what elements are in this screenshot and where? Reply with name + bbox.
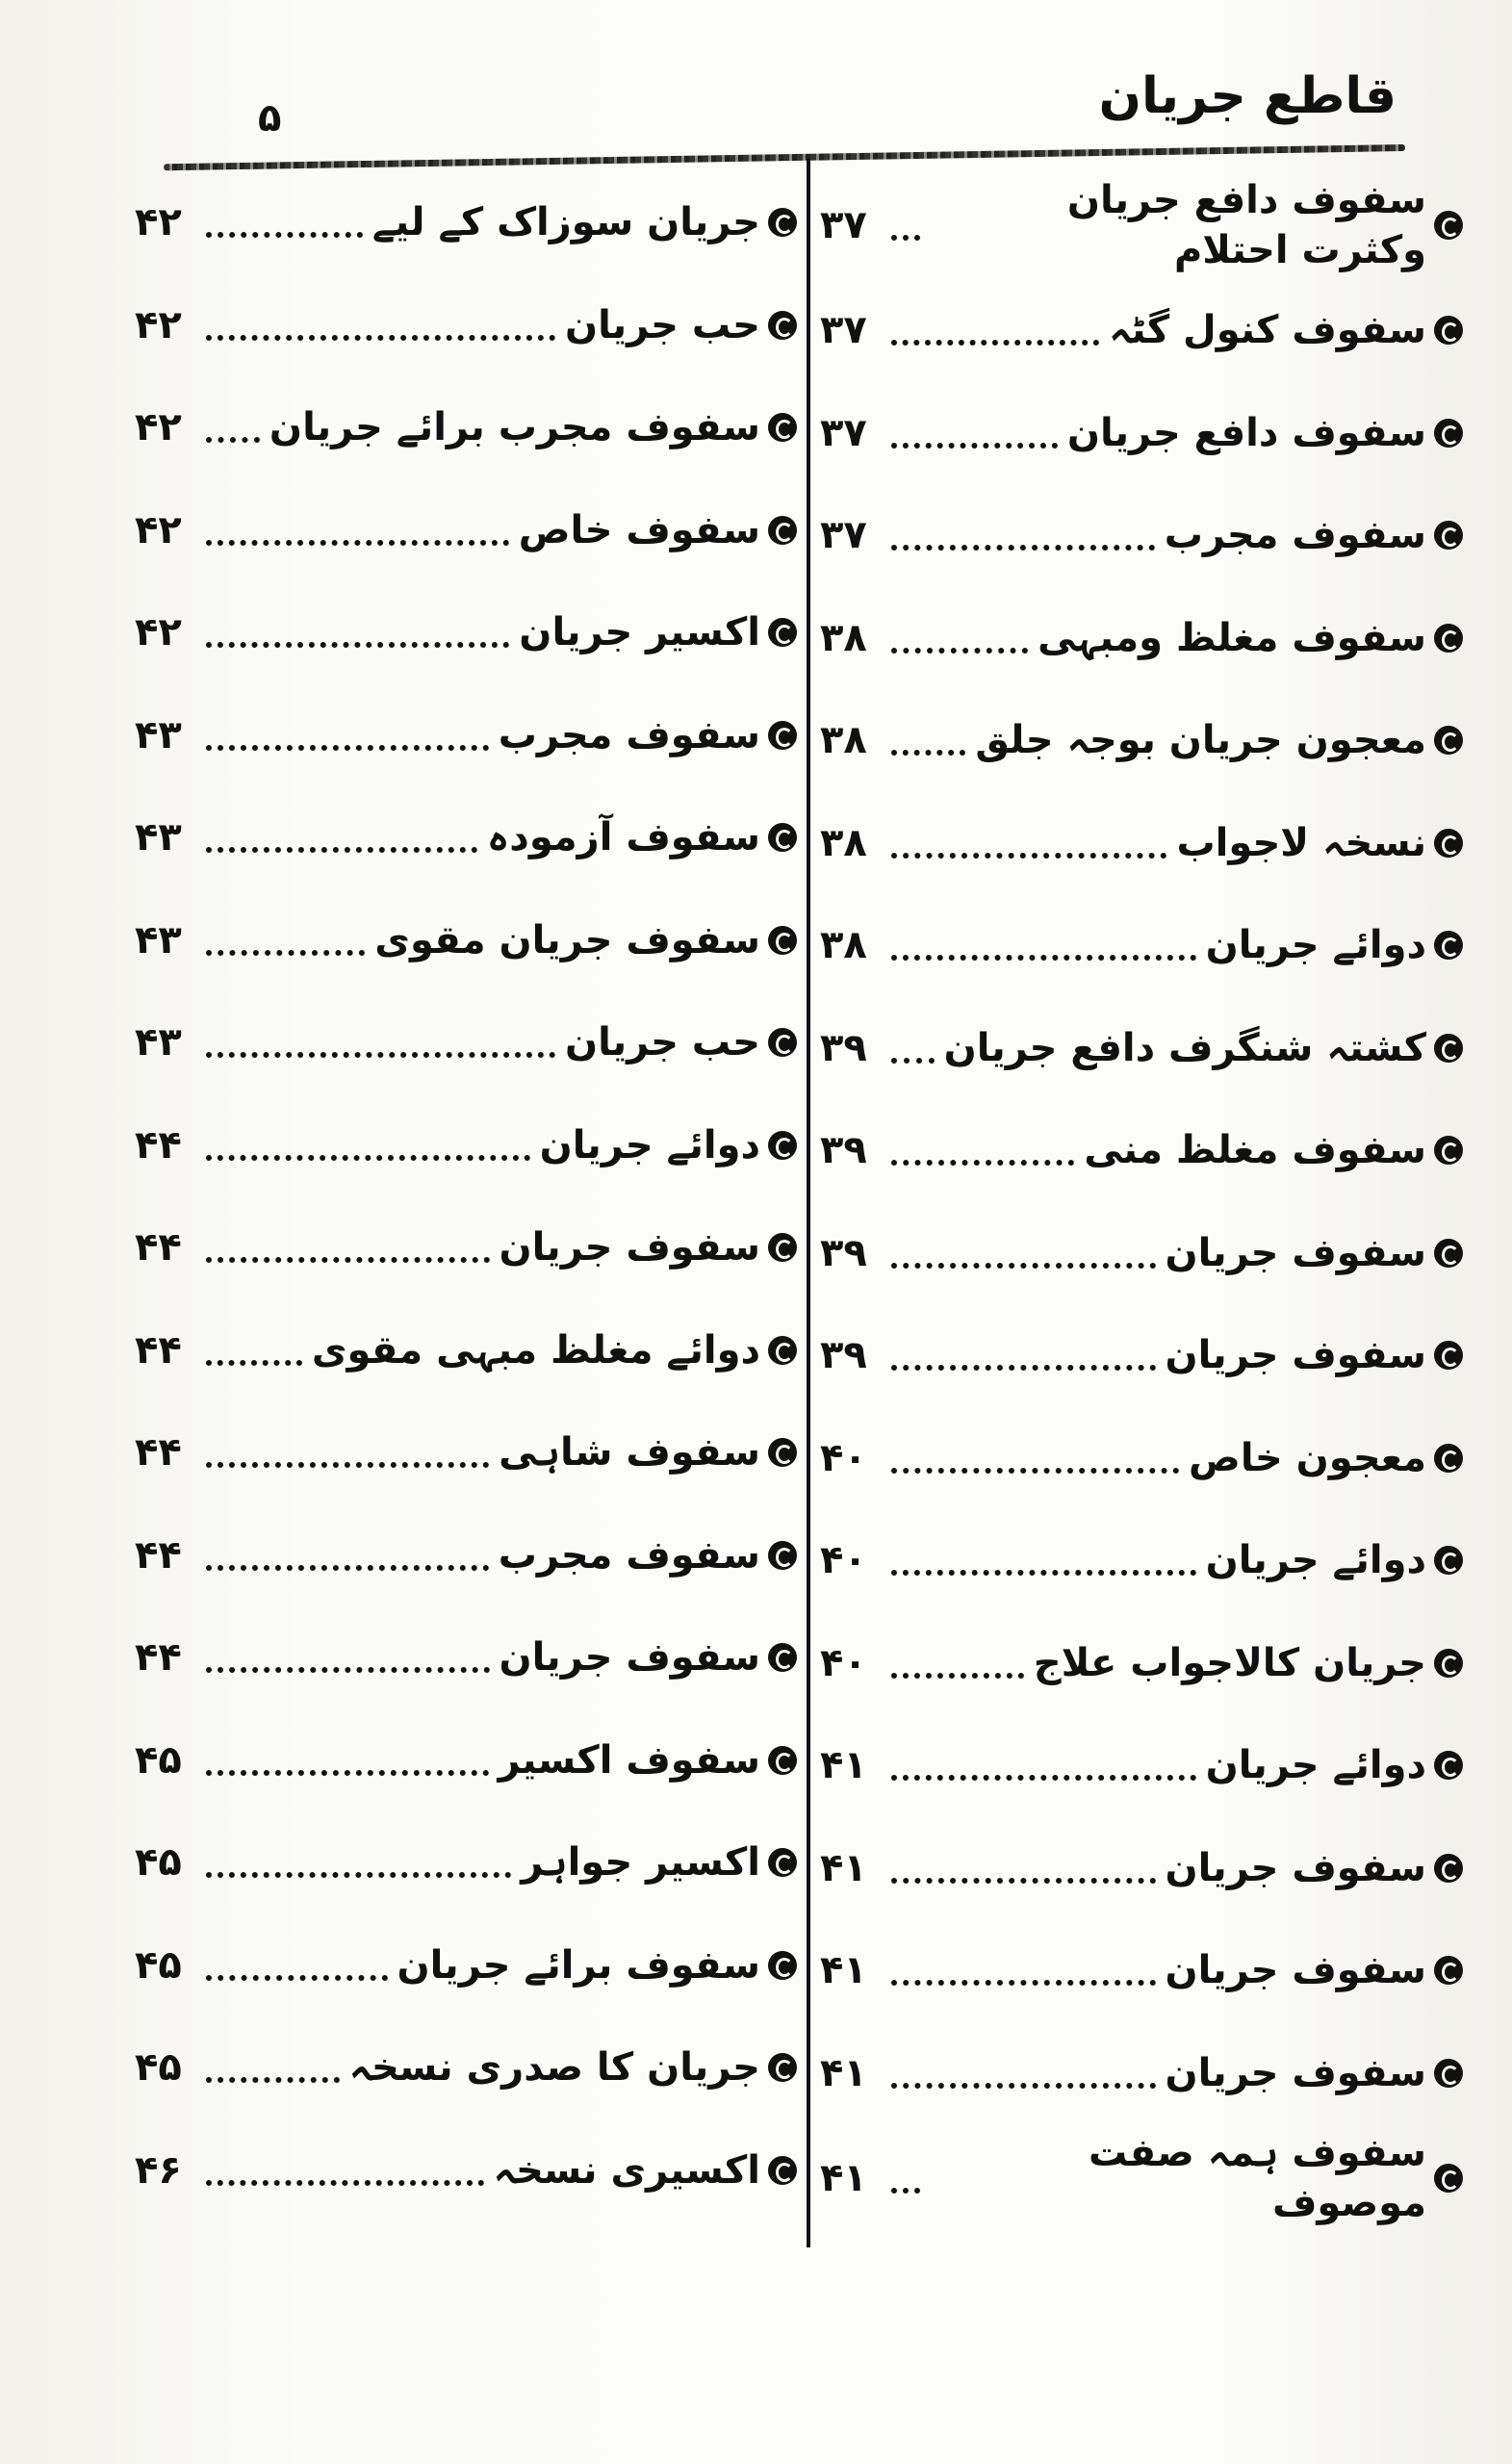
toc-entry-title: حب جریان: [565, 1020, 760, 1065]
toc-entry-page: ۴۱: [820, 1845, 867, 1890]
toc-entry: [820, 1407, 1463, 1510]
toc-entry-title: معجون خاص: [1189, 1435, 1426, 1480]
dot-leader: [891, 1878, 1156, 1884]
dot-leader: [891, 340, 1099, 346]
toc-entry: [135, 684, 797, 787]
toc-entry-title: سفوف جریان: [1165, 1230, 1426, 1275]
toc-entry-page: ۴۲: [135, 302, 182, 347]
toc-entry-page: ۴۲: [135, 610, 182, 655]
toc-entry-title: سفوف جریان: [499, 1225, 760, 1270]
dot-leader: [206, 1667, 490, 1673]
bullet-icon: [1434, 1751, 1463, 1780]
dot-leader: [206, 540, 509, 546]
dot-leader: [206, 232, 363, 238]
dot-leader: [206, 437, 260, 443]
dot-leader: [206, 1872, 511, 1878]
bullet-icon: [1434, 2059, 1463, 2088]
toc-entry-page: ۴۵: [135, 1942, 182, 1988]
bullet-icon: [1434, 1136, 1463, 1165]
toc-entry-page: ۴۴: [135, 1635, 182, 1681]
dot-leader: [891, 443, 1058, 449]
toc-entry-title: حب جریان: [565, 302, 760, 347]
toc-entry: [820, 279, 1463, 382]
toc-entry-page: ۴۵: [135, 1840, 182, 1886]
toc-entry-title: سفوف جریان: [1165, 2050, 1426, 2095]
toc-entry-title: سفوف جریان: [1165, 1845, 1426, 1890]
dot-leader: [891, 750, 965, 756]
toc-entry: [135, 1094, 797, 1197]
toc-entry: [135, 2016, 797, 2119]
toc-entry: [820, 894, 1463, 997]
toc-entry-page: ۴۵: [135, 2045, 182, 2091]
bullet-icon: [1434, 1854, 1463, 1883]
dot-leader: [206, 1565, 489, 1571]
toc-entry-page: ۳۷: [820, 410, 867, 455]
bullet-icon: [768, 1336, 797, 1365]
toc-entry-title: سفوف کنول گٹہ: [1109, 308, 1426, 353]
toc-entry-page: ۴۰: [820, 1640, 867, 1685]
toc-entry: [135, 889, 797, 992]
toc-entry: [820, 2022, 1463, 2125]
toc-entry-title: سفوف جریان: [499, 1635, 760, 1681]
toc-entry: [820, 997, 1463, 1100]
bullet-icon: [1434, 931, 1463, 960]
dot-leader: [891, 1160, 1074, 1166]
toc-entry-page: ۳۷: [820, 308, 867, 353]
dot-leader: [891, 1673, 1024, 1679]
dot-leader: [891, 1365, 1156, 1371]
toc-entry: [820, 1817, 1463, 1920]
toc-entry-page: ۳۸: [820, 718, 867, 763]
bullet-icon: [768, 208, 797, 237]
dot-leader: [891, 853, 1166, 859]
bullet-icon: [768, 721, 797, 750]
toc-entry: [820, 792, 1463, 895]
toc-entry-page: ۳۸: [820, 820, 867, 865]
toc-entry-title: سفوف برائے جریان: [397, 1942, 760, 1988]
toc-entry: [135, 581, 797, 684]
dot-leader: [891, 2188, 920, 2194]
toc-entry: [820, 1612, 1463, 1715]
bullet-icon: [1434, 1034, 1463, 1063]
dot-leader: [206, 1770, 489, 1776]
bullet-icon: [1434, 1649, 1463, 1678]
dot-leader: [206, 2077, 340, 2083]
toc-entry-title: سفوف اکسیر: [498, 1737, 760, 1783]
bullet-icon: [1434, 1956, 1463, 1985]
toc-entry-page: ۴۱: [820, 1743, 867, 1788]
bullet-icon: [1434, 1546, 1463, 1575]
toc-entry-page: ۴۴: [135, 1532, 182, 1578]
toc-entry: [135, 1811, 797, 1914]
bullet-icon: [768, 1746, 797, 1775]
toc-entry-title: سفوف جریان: [1165, 1333, 1426, 1378]
bullet-icon: [768, 1643, 797, 1672]
toc-entry-title: سفوف مجرب: [498, 712, 760, 757]
bullet-icon: [768, 1131, 797, 1160]
toc-entry-page: ۴۱: [820, 1948, 867, 1993]
dot-leader: [891, 2083, 1156, 2089]
toc-entry-title: جریان کالاجواب علاج: [1033, 1640, 1426, 1685]
toc-entry-title: معجون جریان بوجہ جلق: [975, 718, 1426, 763]
toc-entry-page: ۴۰: [820, 1538, 867, 1583]
bullet-icon: [768, 1028, 797, 1057]
bullet-icon: [768, 618, 797, 647]
toc-entry-page: ۴۱: [820, 2050, 867, 2095]
page-number: ۵: [258, 96, 282, 141]
dot-leader: [891, 235, 920, 241]
toc-entry: [135, 786, 797, 889]
toc-entry-page: ۴۳: [135, 712, 182, 757]
toc-entry-title: سفوف دافع جریان: [1066, 410, 1426, 455]
dot-leader: [206, 1257, 490, 1263]
toc-entry-title: سفوف مغلظ ومبہی: [1038, 615, 1426, 660]
toc-entry-page: ۴۲: [135, 200, 182, 245]
bullet-icon: [1434, 624, 1463, 653]
toc-entry: [820, 1099, 1463, 1202]
bullet-icon: [1434, 419, 1463, 448]
toc-entry-page: ۴۶: [135, 2147, 182, 2193]
bullet-icon: [1434, 1341, 1463, 1370]
bullet-icon: [768, 413, 797, 442]
toc-entry: [820, 587, 1463, 690]
toc-entry-title: سفوف مجرب برائے جریان: [269, 405, 760, 450]
toc-entry: [135, 274, 797, 377]
toc-entry-title: دوائے جریان: [539, 1122, 760, 1168]
bullet-icon: [768, 926, 797, 955]
bullet-icon: [768, 823, 797, 852]
toc-entry-title: دوائے مغلظ مبہی مقوی: [311, 1327, 760, 1373]
header-rule: [164, 144, 1405, 170]
toc-entry: [135, 171, 797, 274]
toc-entry-page: ۴۴: [135, 1430, 182, 1476]
toc-entry-title: نسخہ لاجواب: [1176, 820, 1426, 865]
toc-entry-title: اکسیر جریان: [519, 610, 760, 655]
dot-leader: [206, 950, 365, 956]
bullet-icon: [768, 1848, 797, 1877]
toc-entry-page: ۴۴: [135, 1327, 182, 1373]
bullet-icon: [768, 1233, 797, 1262]
dot-leader: [891, 1980, 1156, 1986]
bullet-icon: [1434, 2164, 1463, 2193]
toc-entry-page: ۳۹: [820, 1128, 867, 1173]
running-header-title: قاطع جریان: [1098, 67, 1397, 125]
dot-leader: [891, 1570, 1196, 1576]
toc-entry-title: سفوف مجرب: [498, 1532, 760, 1578]
toc-entry-page: ۴۲: [135, 507, 182, 552]
dot-leader: [206, 847, 477, 853]
toc-entry-title: کشتہ شنگرف دافع جریان: [943, 1025, 1426, 1070]
toc-entry-title: جریان سوزاک کے لیے: [372, 200, 760, 245]
dot-leader: [891, 955, 1196, 961]
bullet-icon: [768, 1541, 797, 1570]
toc-entry-page: ۴۳: [135, 815, 182, 860]
toc-entry: [820, 1714, 1463, 1817]
toc-entry-title: سفوف مغلظ منی: [1084, 1128, 1426, 1173]
toc-entry: [135, 1709, 797, 1812]
bullet-icon: [1434, 726, 1463, 755]
toc-entry: [135, 991, 797, 1094]
dot-leader: [206, 1360, 302, 1366]
toc-entry: [135, 1606, 797, 1709]
dot-leader: [206, 335, 555, 341]
dot-leader: [891, 648, 1028, 654]
toc-entry-page: ۴۴: [135, 1225, 182, 1270]
toc-entry-title: سفوف آزمودہ: [486, 815, 760, 860]
toc-entry-page: ۳۹: [820, 1025, 867, 1070]
dot-leader: [206, 2180, 484, 2186]
toc-entry-page: ۳۷: [820, 513, 867, 558]
bullet-icon: [768, 2053, 797, 2082]
dot-leader: [891, 545, 1155, 551]
toc-entry: [820, 1202, 1463, 1305]
toc-entry: [135, 479, 797, 582]
toc-entry-title: اکسیری نسخہ: [493, 2147, 760, 2193]
toc-entry: [135, 1299, 797, 1402]
toc-entry-page: ۳۸: [820, 923, 867, 968]
toc-entry-page: ۴۴: [135, 1122, 182, 1168]
bullet-icon: [768, 1438, 797, 1467]
toc-entry-page: ۳۷: [820, 203, 867, 247]
toc-entry: [820, 1509, 1463, 1612]
toc-entry-page: ۴۳: [135, 917, 182, 962]
toc-entry-page: ۳۹: [820, 1230, 867, 1275]
toc-entry-title: سفوف جریان: [1165, 1948, 1426, 1993]
toc-entry-page: ۳۹: [820, 1333, 867, 1378]
toc-entry: [820, 171, 1463, 279]
dot-leader: [891, 1468, 1179, 1474]
bullet-icon: [1434, 521, 1463, 550]
dot-leader: [206, 1462, 489, 1468]
toc-entry: [135, 376, 797, 479]
toc-entry: [135, 1914, 797, 2017]
toc-entry-page: ۴۲: [135, 405, 182, 450]
bullet-icon: [768, 311, 797, 340]
dot-leader: [206, 1052, 555, 1058]
bullet-icon: [768, 516, 797, 545]
bullet-icon: [1434, 1239, 1463, 1268]
toc-column-left: [135, 171, 797, 2221]
dot-leader: [891, 1263, 1156, 1269]
dot-leader: [891, 1058, 935, 1064]
dot-leader: [206, 1975, 388, 1981]
toc-entry: [820, 1919, 1463, 2022]
toc-entry: [135, 2119, 797, 2222]
toc-entry-title: سفوف مجرب: [1164, 513, 1426, 558]
bullet-icon: [768, 2156, 797, 2185]
toc-entry-page: ۴۱: [820, 2156, 867, 2200]
toc-entry-page: ۴۳: [135, 1020, 182, 1065]
toc-entry: [135, 1401, 797, 1504]
toc-entry: [820, 382, 1463, 485]
toc-entry: [135, 1504, 797, 1607]
toc-entry-title: اکسیر جواہر: [521, 1840, 760, 1886]
dot-leader: [206, 642, 509, 648]
toc-entry: [820, 689, 1463, 792]
dot-leader: [206, 1155, 530, 1161]
toc-entry: [820, 2124, 1463, 2232]
toc-entry-title: دوائے جریان: [1205, 1743, 1426, 1788]
toc-entry: [820, 484, 1463, 587]
bullet-icon: [1434, 211, 1463, 240]
toc-entry-title: سفوف شاہی: [499, 1430, 760, 1476]
toc-entry-title: سفوف ہمہ صفت موصوف: [1089, 2131, 1426, 2225]
bullet-icon: [1434, 829, 1463, 858]
toc-entry: [820, 1304, 1463, 1407]
dot-leader: [891, 1775, 1196, 1781]
toc-entry-title: دوائے جریان: [1205, 1538, 1426, 1583]
toc-entry-page: ۳۸: [820, 615, 867, 660]
bullet-icon: [1434, 316, 1463, 345]
toc-entry-title: سفوف جریان مقوی: [374, 917, 760, 962]
toc-entry-title: سفوف خاص: [518, 507, 760, 552]
toc-entry-title: جریان کا صدری نسخہ: [348, 2045, 760, 2091]
toc-entry-title: سفوف دافع جریان وکثرت احتلام: [1066, 178, 1426, 272]
toc-entry-page: ۴۵: [135, 1737, 182, 1783]
column-divider: [807, 159, 810, 2247]
bullet-icon: [1434, 1444, 1463, 1473]
toc-entry-page: ۴۰: [820, 1435, 867, 1480]
bullet-icon: [768, 1951, 797, 1980]
toc-entry-title: دوائے جریان: [1205, 923, 1426, 968]
toc-entry: [135, 1196, 797, 1299]
toc-column-right: [820, 171, 1463, 2232]
dot-leader: [206, 745, 489, 751]
